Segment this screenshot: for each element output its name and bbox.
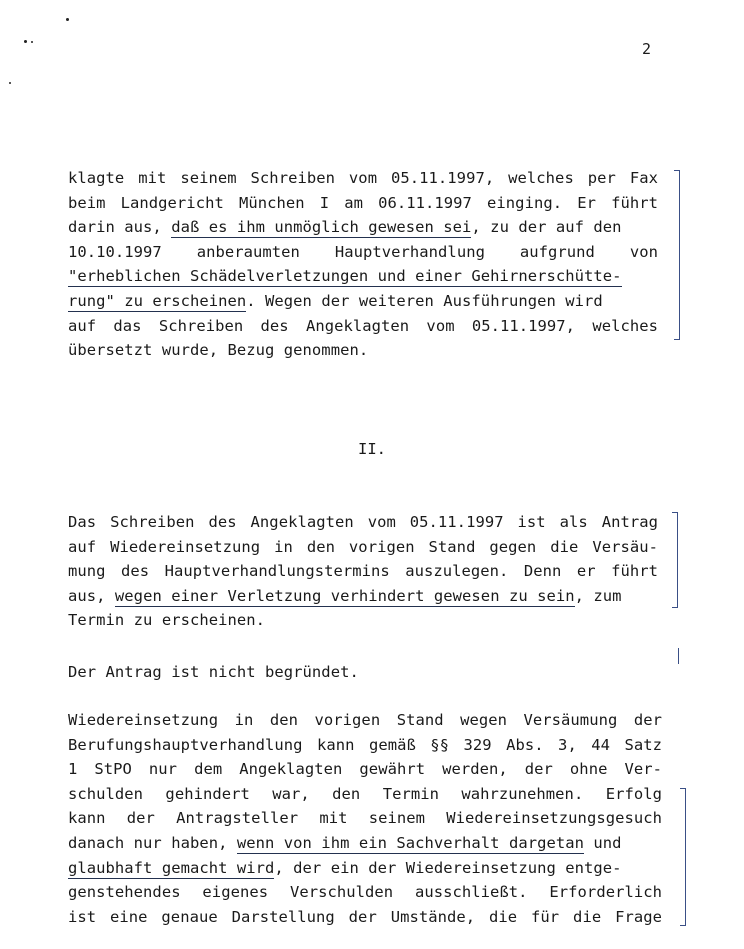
- text-segment: , der ein der Wiedereinsetzung entge-: [274, 858, 622, 877]
- text-segment: . Wegen der weiteren Ausführungen wird: [246, 291, 603, 310]
- underlined-passage: glaubhaft gemacht wird: [68, 858, 275, 877]
- text-line: beim Landgericht München I am 06.11.1997 einging. Er führt: [68, 193, 658, 212]
- scan-speck: [9, 82, 11, 84]
- text-line: klagte mit seinem Schreiben vom 05.11.1997, welches per Fax: [68, 169, 658, 187]
- text-line: ist eine genaue Darstellung der Umstände, die für die Frage: [68, 907, 662, 926]
- paragraph-2: [68, 510, 658, 633]
- text-line: kann der Antragsteller mit seinem Wiedereinsetzungsgesuch: [68, 809, 662, 828]
- text-segment: danach nur haben,: [68, 833, 237, 852]
- text-line: 1 StPO nur dem Angeklagten gewährt werden, der ohne Ver-: [68, 760, 662, 779]
- text-line: [68, 584, 658, 609]
- margin-bracket: [672, 512, 678, 608]
- text-line: Wiedereinsetzung in den vorigen Stand wegen Versäumung der: [68, 711, 662, 729]
- text-line: [68, 856, 662, 881]
- underlined-passage: wenn von ihm ein Sachverhalt dargetan: [236, 833, 585, 852]
- text-line: auf Wiedereinsetzung in den vorigen Stand gegen die Versäu-: [68, 537, 658, 556]
- text-line: genstehendes eigenes Verschulden ausschließt. Erforderlich: [68, 883, 662, 902]
- text-line: auf das Schreiben des Angeklagten vom 05.11.1997, welches: [68, 316, 658, 335]
- text-line: Der Antrag ist nicht begründet.: [68, 663, 359, 681]
- text-segment: darin aus,: [68, 218, 172, 237]
- text-segment: , zu der auf den: [471, 218, 622, 237]
- scan-speck: [66, 18, 69, 21]
- paragraph-4: [68, 708, 662, 929]
- underlined-passage: daß es ihm unmöglich gewesen sei: [171, 218, 472, 237]
- text-segment: , zum: [574, 586, 622, 605]
- underlined-passage: wegen einer Verletzung verhindert gewesen zu sein: [114, 586, 575, 605]
- text-line: [68, 289, 658, 314]
- text-line: [68, 215, 658, 240]
- text-line: 10.10.1997 anberaumten Hauptverhandlung aufgrund von: [68, 242, 658, 261]
- margin-bracket: [674, 170, 680, 340]
- text-segment: und: [584, 833, 622, 852]
- text-line: Termin zu erscheinen.: [68, 611, 266, 630]
- margin-bracket: [680, 788, 686, 926]
- text-line: Berufungshauptverhandlung kann gemäß §§ 329 Abs. 3, 44 Satz: [68, 735, 662, 754]
- text-line: Das Schreiben des Angeklagten vom 05.11.1997 ist als Antrag: [68, 513, 658, 531]
- margin-mark: [678, 648, 679, 664]
- text-line: mung des Hauptverhandlungstermins auszulegen. Denn er führt: [68, 562, 658, 581]
- page-number: 2: [642, 40, 652, 58]
- section-heading: II.: [358, 440, 386, 458]
- underlined-passage: "erheblichen Schädelverletzungen und einer Gehirnerschütte-: [68, 267, 622, 286]
- paragraph-3: [68, 660, 658, 685]
- text-segment: aus,: [68, 586, 115, 605]
- text-line: [68, 264, 658, 289]
- paragraph-1: [68, 166, 658, 363]
- scan-speck: [24, 40, 27, 43]
- underlined-passage: rung" zu erscheinen: [68, 291, 247, 310]
- text-line: schulden gehindert war, den Termin wahrzunehmen. Erfolg: [68, 784, 662, 803]
- text-line: [68, 831, 662, 856]
- text-line: übersetzt wurde, Bezug genommen.: [68, 341, 369, 360]
- scan-speck: [31, 41, 33, 43]
